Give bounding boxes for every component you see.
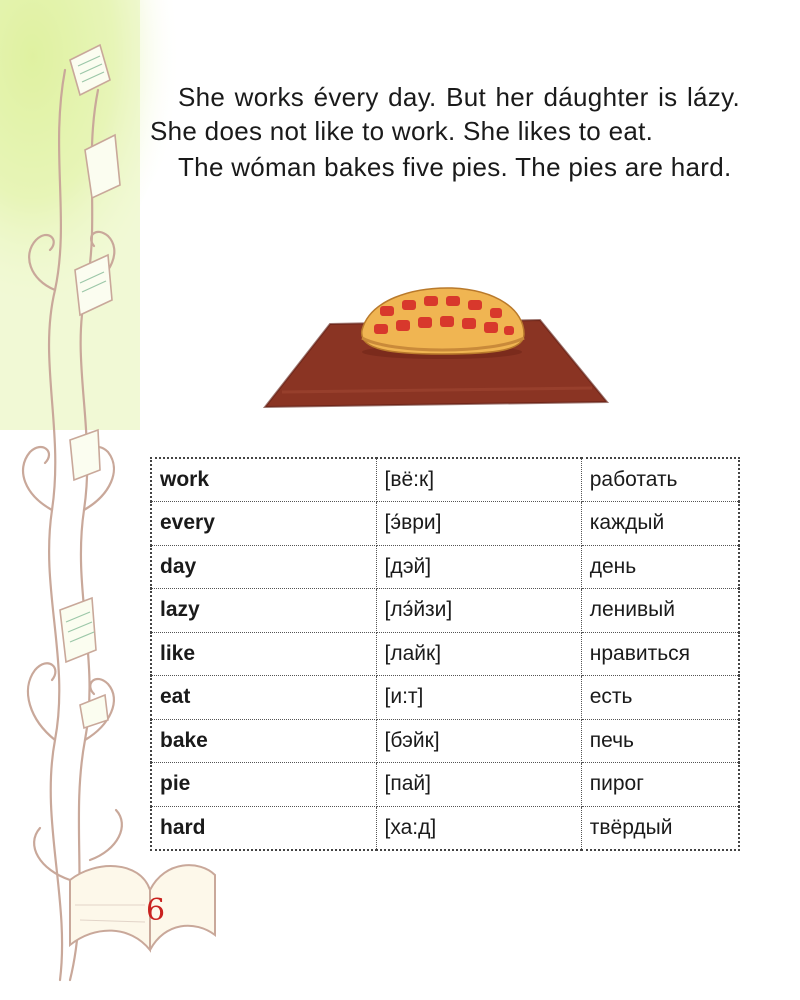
vocab-transcription: [лэ́йзи]	[376, 589, 581, 633]
vocab-word: bake	[151, 719, 376, 763]
pie-illustration	[262, 282, 612, 412]
table-row	[151, 632, 739, 676]
table-row	[151, 806, 739, 850]
vocab-translation: ленивый	[581, 589, 739, 633]
vocab-transcription: [бэйк]	[376, 719, 581, 763]
story-paragraph: She works évery day. But her dáughter is lázy. She does not like to work. She likes to eat.	[150, 82, 740, 146]
vocab-word: eat	[151, 676, 376, 720]
vocab-transcription: [дэй]	[376, 545, 581, 589]
table-row	[151, 763, 739, 807]
vocab-word: like	[151, 632, 376, 676]
vocab-translation: работать	[581, 458, 739, 502]
vocab-word: hard	[151, 806, 376, 850]
story-paragraph: The wóman bakes five pies. The pies are hard.	[178, 152, 732, 182]
vocab-word: pie	[151, 763, 376, 807]
vocab-translation: день	[581, 545, 739, 589]
table-row	[151, 589, 739, 633]
vocab-word: every	[151, 502, 376, 546]
vocab-word: lazy	[151, 589, 376, 633]
vocabulary-table	[150, 457, 740, 851]
vocab-translation: нравиться	[581, 632, 739, 676]
vocab-transcription: [вё:к]	[376, 458, 581, 502]
vocab-translation: печь	[581, 719, 739, 763]
vocab-transcription: [э́ври]	[376, 502, 581, 546]
vocab-transcription: [пай]	[376, 763, 581, 807]
vocab-transcription: [ха:д]	[376, 806, 581, 850]
table-row	[151, 458, 739, 502]
vocab-transcription: [и:т]	[376, 676, 581, 720]
table-row	[151, 545, 739, 589]
table-row	[151, 719, 739, 763]
vocab-translation: твёрдый	[581, 806, 739, 850]
vocab-translation: каждый	[581, 502, 739, 546]
story-text	[150, 80, 740, 184]
table-row	[151, 676, 739, 720]
vocab-translation: пирог	[581, 763, 739, 807]
table-row	[151, 502, 739, 546]
page-number: 6	[146, 893, 166, 928]
vocab-word: day	[151, 545, 376, 589]
vocab-transcription: [лайк]	[376, 632, 581, 676]
vocab-word: work	[151, 458, 376, 502]
vocab-translation: есть	[581, 676, 739, 720]
